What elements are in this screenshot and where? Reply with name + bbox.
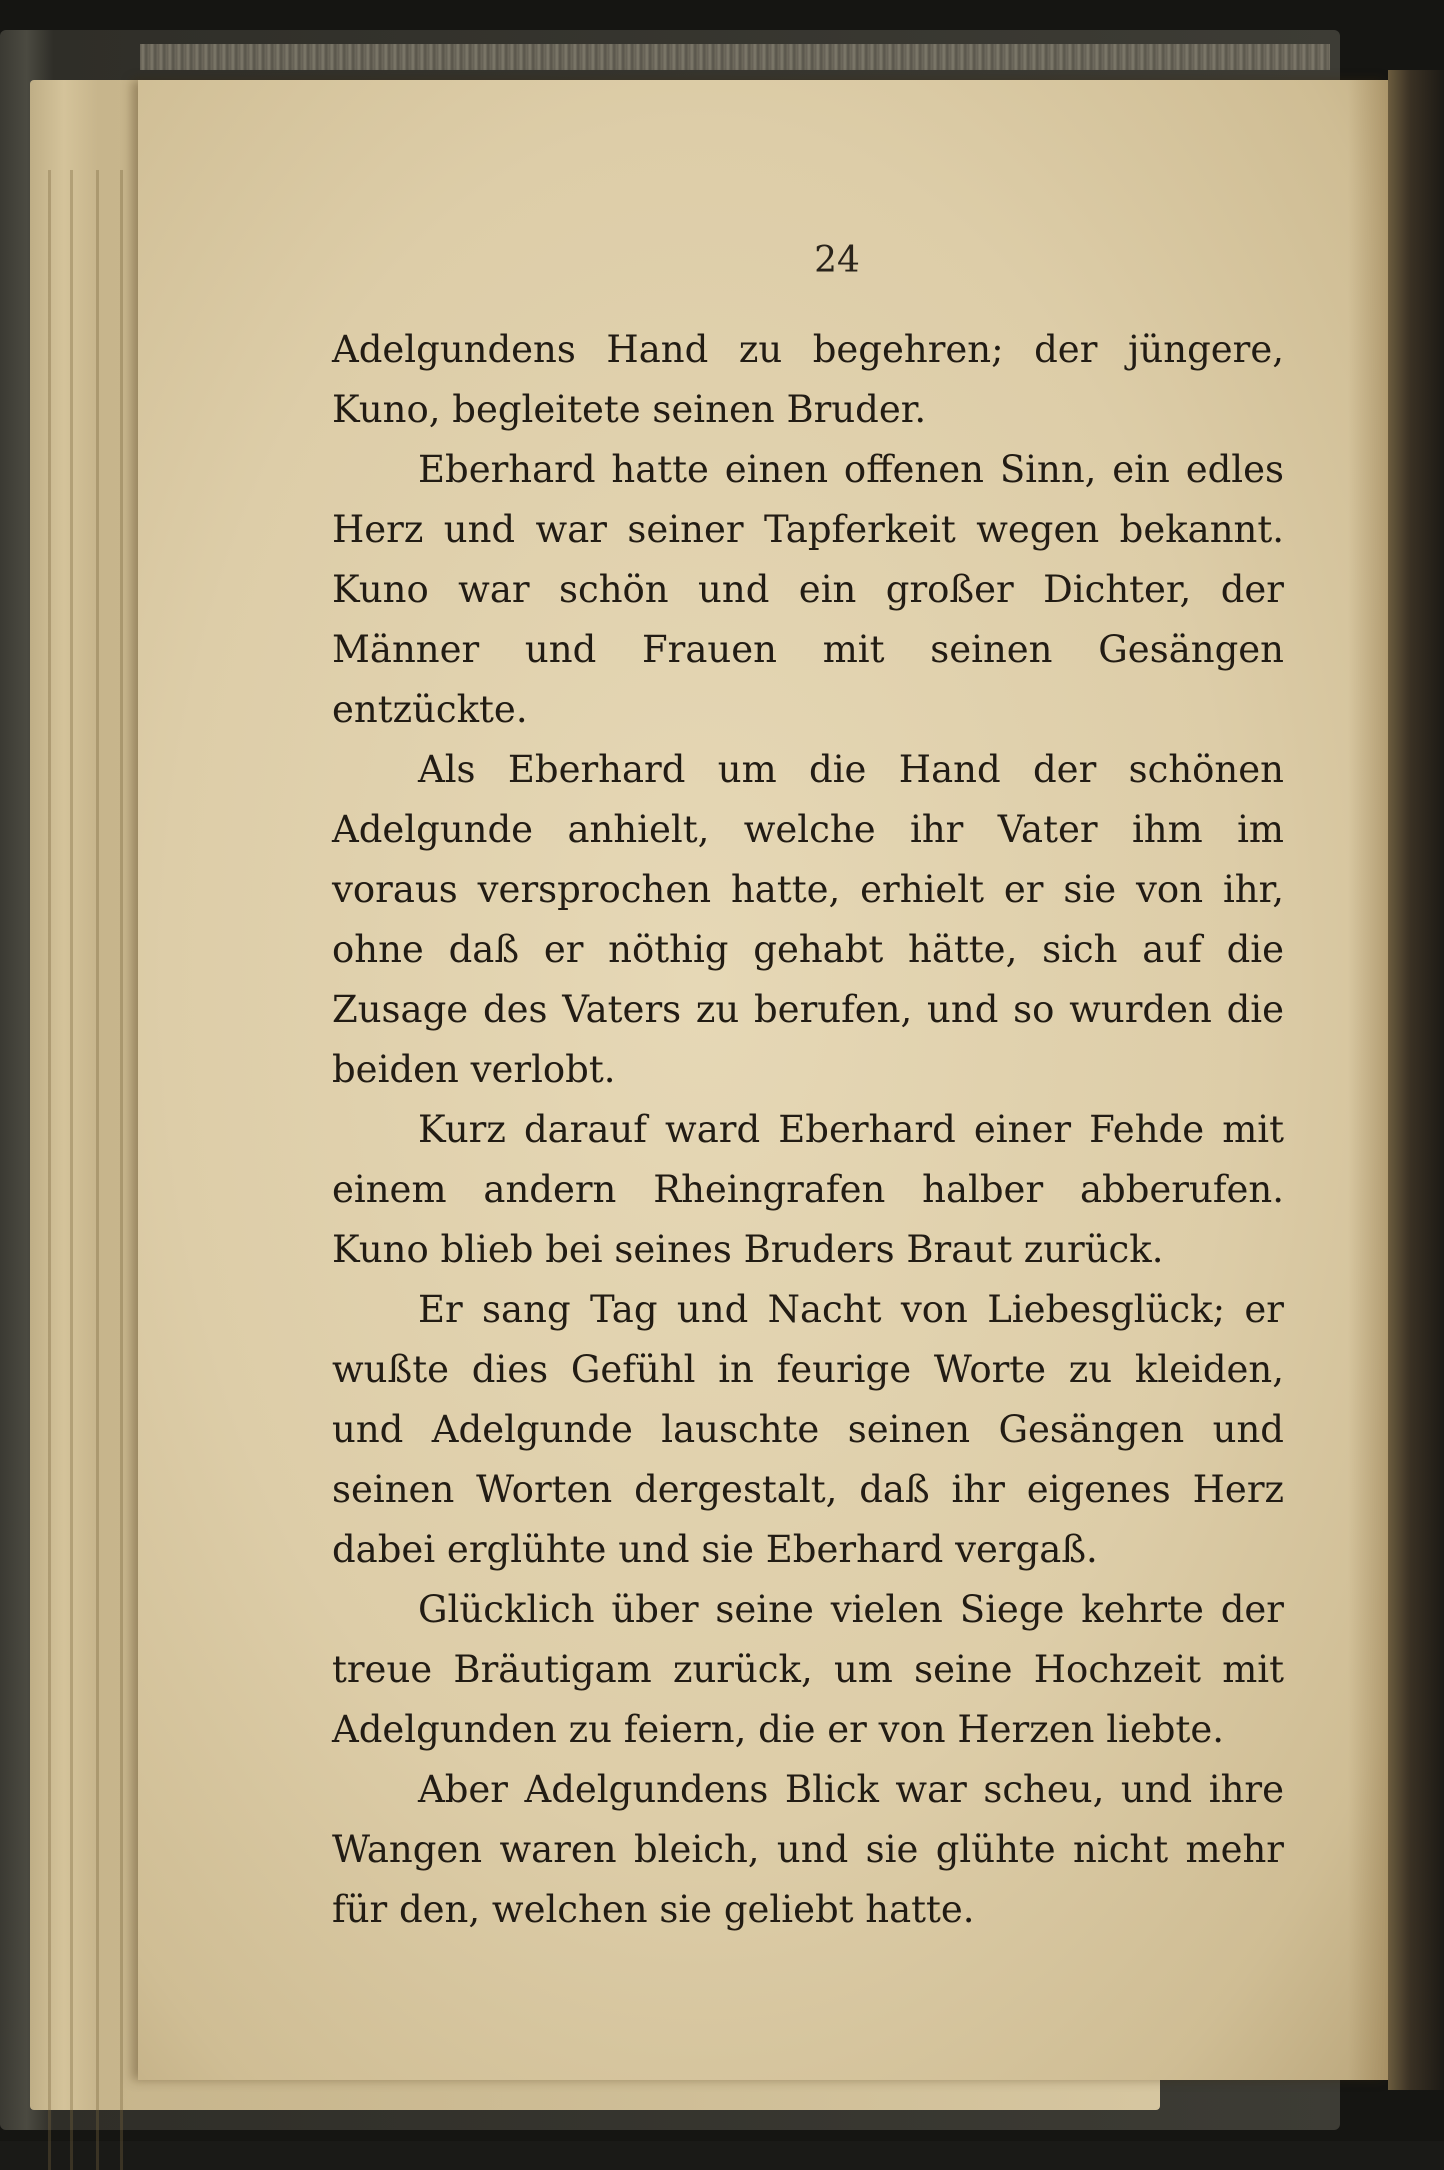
paragraph: Als Eberhard um die Hand der schönen Adelgunde anhielt, welche ihr Vater ihm im voraus versprochen hatte, erhielt er sie von ihr, ohne daß er nöthig gehabt hätte, sich auf die Zusage des Vaters zu berufen, und so wurden die beiden verlobt. [332, 748, 1284, 1091]
page-gutter-shadow [1348, 80, 1388, 2080]
paragraph: Er sang Tag und Nacht von Liebesglück; er wußte dies Gefühl in feurige Worte zu kleiden, und Adelgunde lauschte seinen Gesängen und seinen Worten dergestalt, daß ihr eigenes Herz dabei erglühte und sie Eberhard vergaß. [332, 1288, 1284, 1571]
book-spine [1388, 70, 1444, 2090]
paragraph: Kurz darauf ward Eberhard einer Fehde mit einem andern Rheingrafen halber abberufen. Kuno blieb bei seines Bruders Braut zurück. [332, 1108, 1284, 1271]
page-edge-line [48, 170, 51, 2170]
page-edge-line [120, 170, 123, 2170]
paragraph: Glücklich über seine vielen Siege kehrte der treue Bräutigam zurück, um seine Hochzeit mit Adelgunden zu feiern, die er von Herzen liebte. [332, 1588, 1284, 1751]
page-number: 24 [814, 240, 860, 281]
page-edge-line [70, 170, 73, 2170]
paragraph: Aber Adelgundens Blick war scheu, und ihre Wangen waren bleich, und sie glühte nicht mehr für den, welchen sie geliebt hatte. [332, 1768, 1284, 1931]
page-edge-line [96, 170, 99, 2170]
paragraph: Eberhard hatte einen offenen Sinn, ein edles Herz und war seiner Tapferkeit wegen bekannt. Kuno war schön und ein großer Dichter, der Männer und Frauen mit seinen Gesängen entzückte. [332, 448, 1284, 731]
cover-top-edge [140, 44, 1330, 70]
paragraph: Adelgundens Hand zu begehren; der jüngere, Kuno, begleitete seinen Bruder. [332, 328, 1284, 431]
page-text [332, 320, 1284, 1940]
